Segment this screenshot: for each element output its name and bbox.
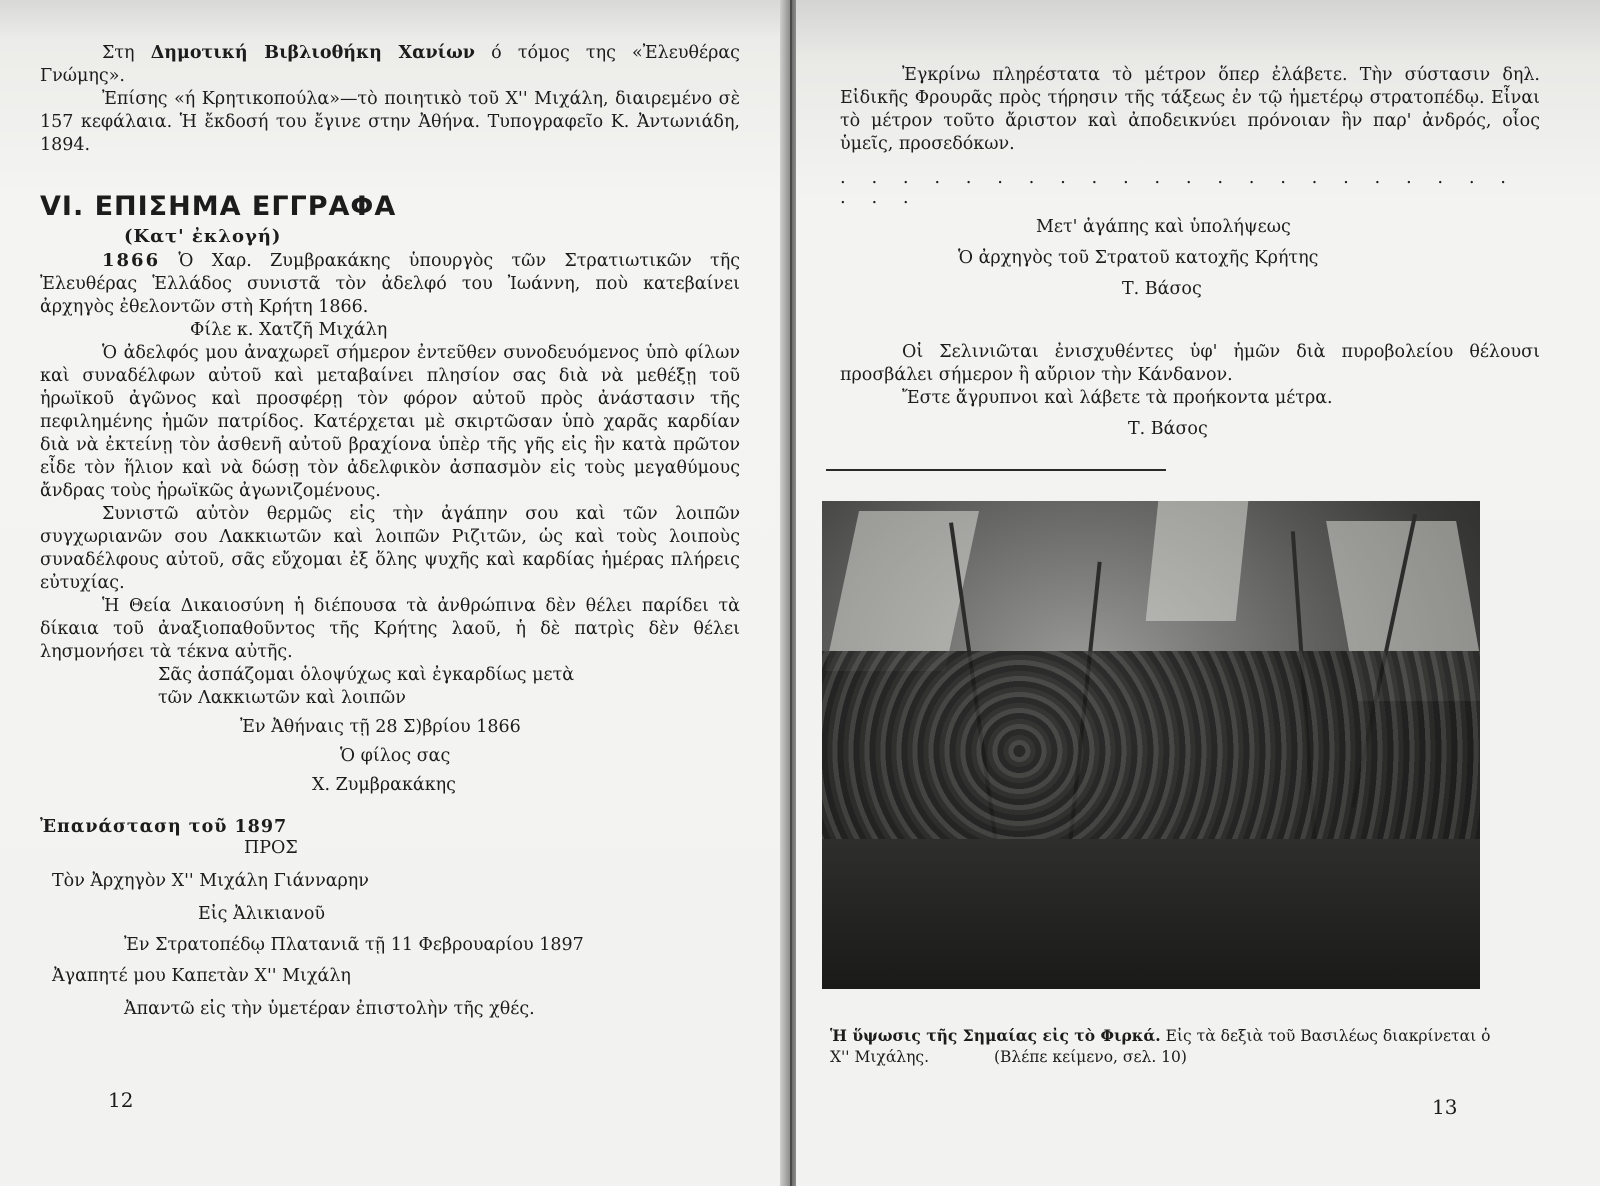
photo-caption [830, 1025, 1510, 1068]
ellipsis-dots: . . . . . . . . . . . . . . . . . . . . . . . . . [840, 167, 1517, 208]
doc2-recipient: Τὸν Ἀρχηγὸν Χ'' Μιχάλη Γιάνναρην [52, 871, 369, 891]
doc1-year: 1866 [102, 250, 161, 271]
doc1-closing-1: Σᾶς ἀσπάζομαι ὁλοψύχως καὶ ἐγκαρδίως μετὰ [158, 665, 575, 685]
intro-paragraph-2: Ἐπίσης «ή Κρητικοπούλα»—τὸ ποιητικὸ τοῦ Χ'' Μιχάλη, διαιρεμένο σὲ 157 κεφάλαια. Ἡ ἔκδοσή του ἔγινε στην Ἀθήνα. Τυπογραφεῖο Κ. Ἀντωνιάδη, 1894. [40, 89, 740, 155]
doc1-paragraph-3: Ἡ Θεία Δικαιοσύνη ἡ διέπουσα τὰ ἀνθρώπινα δὲν θέλει παρίδει τὰ δίκαια τοῦ ἀναξιοπαθοῦντος τῆς Κρήτης λαοῦ, ἡ δὲ πατρὶς δὲν θέλει λησμονήσει τὰ τέκνα αὐτῆς. [40, 596, 740, 662]
doc2-salutation: Ἀγαπητέ μου Καπετὰν Χ'' Μιχάλη [52, 966, 351, 986]
doc1-intro: 1866 Ὁ Χαρ. Ζυμβρακάκης ὑπουργὸς τῶν Στρατιωτικῶν τῆς Ἐλευθέρας Ἑλλάδος συνιστᾶ τὸν ἀδελφό του Ἰωάννη, ποὺ κατεβαίνει ἀρχηγὸς ἐθελοντῶν στὴ Κρήτη 1866. [40, 250, 740, 317]
intro-paragraph-1: Στη Δημοτική Βιβλιοθήκη Χανίων ό τόμος της «Ἐλευθέρας Γνώμης». [40, 43, 740, 86]
historical-photo [822, 501, 1480, 989]
letter-paragraph-2: Οἱ Σελινιῶται ἐνισχυθέντες ὑφ' ἡμῶν διὰ πυροβολείου θέλουσι προσβάλει σήμερον ἢ αὔριον τὴν Κάνδανον. [840, 342, 1540, 385]
caption-text: Εἰς τὰ δεξιὰ τοῦ Βασιλέως διακρίνεται ὁ Χ'' Μιχάλης. [830, 1027, 1491, 1066]
doc2-title: Ἐπανάσταση τοῦ 1897 [40, 817, 288, 837]
doc1-paragraph-2: Συνιστῶ αὐτὸν θερμῶς εἰς τὴν ἀγάπην σου καὶ τῶν λοιπῶν συγχωριανῶν σου Λακκιωτῶν καὶ λοιπῶν Ριζιτῶν, ὡς καὶ τοὺς λοιποὺς συναδέλφους αὐτοῦ, σᾶς εὔχομαι ἐξ ὅλης ψυχῆς καὶ καρδίας ἡμέρας πλήρεις εὐτυχίας. [40, 504, 740, 593]
letter-paragraph-1: Ἐγκρίνω πληρέστατα τὸ μέτρον ὅπερ ἐλάβετε. Τὴν σύστασιν δηλ. Εἰδικῆς Φρουρᾶς πρὸς τήρησιν τῆς τάξεως ἐν τῷ ἡμετέρῳ στρατοπέδῳ. Εἶναι τὸ μέτρον τοῦτο ἄριστον καὶ ἀποδεικνύει πρόνοιαν ἣν παρ' ἀνδρός, οἷος ὑμεῖς, προσεδόκων. [840, 65, 1540, 154]
horizontal-rule [826, 469, 1166, 471]
doc1-friend: Ὁ φίλος σας [340, 746, 451, 766]
section-subheading: (Κατ' ἐκλογή) [124, 226, 282, 247]
doc1-signature: Χ. Ζυμβρακάκης [312, 775, 456, 795]
left-page-column [40, 42, 740, 1021]
doc2-place-date: Ἐν Στρατοπέδῳ Πλατανιᾶ τῇ 11 Φεβρουαρίου 1897 [124, 935, 584, 955]
letter-signature-1: Τ. Βάσος [1122, 279, 1202, 299]
letter-signature-2: Τ. Βάσος [1128, 419, 1208, 439]
doc1-salutation: Φίλε κ. Χατζῆ Μιχάλη [190, 320, 388, 340]
doc2-paragraph-1: Ἀπαντῶ εἰς τὴν ὑμετέραν ἐπιστολὴν τῆς χθές. [124, 999, 535, 1019]
left-page [0, 0, 786, 1186]
doc1-closing-2: τῶν Λακκιωτῶν καὶ λοιπῶν [158, 688, 406, 708]
page-number-right: 13 [1432, 1095, 1458, 1119]
section-heading: VI. ΕΠΙΣΗΜΑ ΕΓΓΡΑΦΑ [40, 191, 397, 222]
caption-reference: (Βλέπε κείμενο, σελ. 10) [993, 1048, 1187, 1066]
doc2-to: ΠΡΟΣ [244, 838, 298, 858]
right-page [796, 0, 1600, 1186]
library-name: Δημοτική Βιβλιοθήκη Χανίων [150, 43, 475, 63]
caption-title: Ἡ ὕψωσις τῆς Σημαίας εἰς τὸ Φιρκά. [830, 1026, 1161, 1045]
letter-closing-1: Μετ' ἀγάπης καὶ ὑπολήψεως [1036, 217, 1291, 237]
letter-closing-2: Ὁ ἀρχηγὸς τοῦ Στρατοῦ κατοχῆς Κρήτης [958, 248, 1319, 268]
page-number-left: 12 [108, 1088, 134, 1112]
letter-paragraph-3: Ἔστε ἄγρυπνοι καὶ λάβετε τὰ προήκοντα μέτρα. [902, 388, 1333, 408]
doc1-paragraph-1: Ὁ ἀδελφός μου ἀναχωρεῖ σήμερον ἐντεῦθεν συνοδευόμενος ὑπὸ φίλων καὶ συναδέλφων αὐτοῦ καὶ μεταβαίνει πλησίον σας διὰ νὰ μεθέξῃ τοῦ ἡρωϊκοῦ ἀγῶνος καὶ προσφέρῃ τὸν φόρον αὐτοῦ πρὸς ἀνάστασιν τῆς πεφιλημένης ἡμῶν πατρίδος. Κατέρχεται μὲ σκιρτῶσαν ὑπὸ χαρᾶς καρδίαν διὰ νὰ ἐκτείνῃ τὸν ἀσθενῆ αὐτοῦ βραχίονα ὑπὲρ τῆς γῆς εἰς ἣν κατὰ πρῶτον εἶδε τὸν ἥλιον καὶ νὰ δώσῃ τὸν ἀδελφικὸν ἀσπασμὸν εἰς τοὺς μεγαθύμους ἄνδρας τοὺς ἡρωϊκῶς ἀγωνιζομένους. [40, 343, 740, 501]
right-page-column [830, 64, 1540, 1068]
doc2-location: Εἰς Ἀλικιανοῦ [198, 904, 326, 924]
doc1-place-date: Ἐν Ἀθήναις τῇ 28 Σ)βρίου 1866 [240, 717, 521, 737]
